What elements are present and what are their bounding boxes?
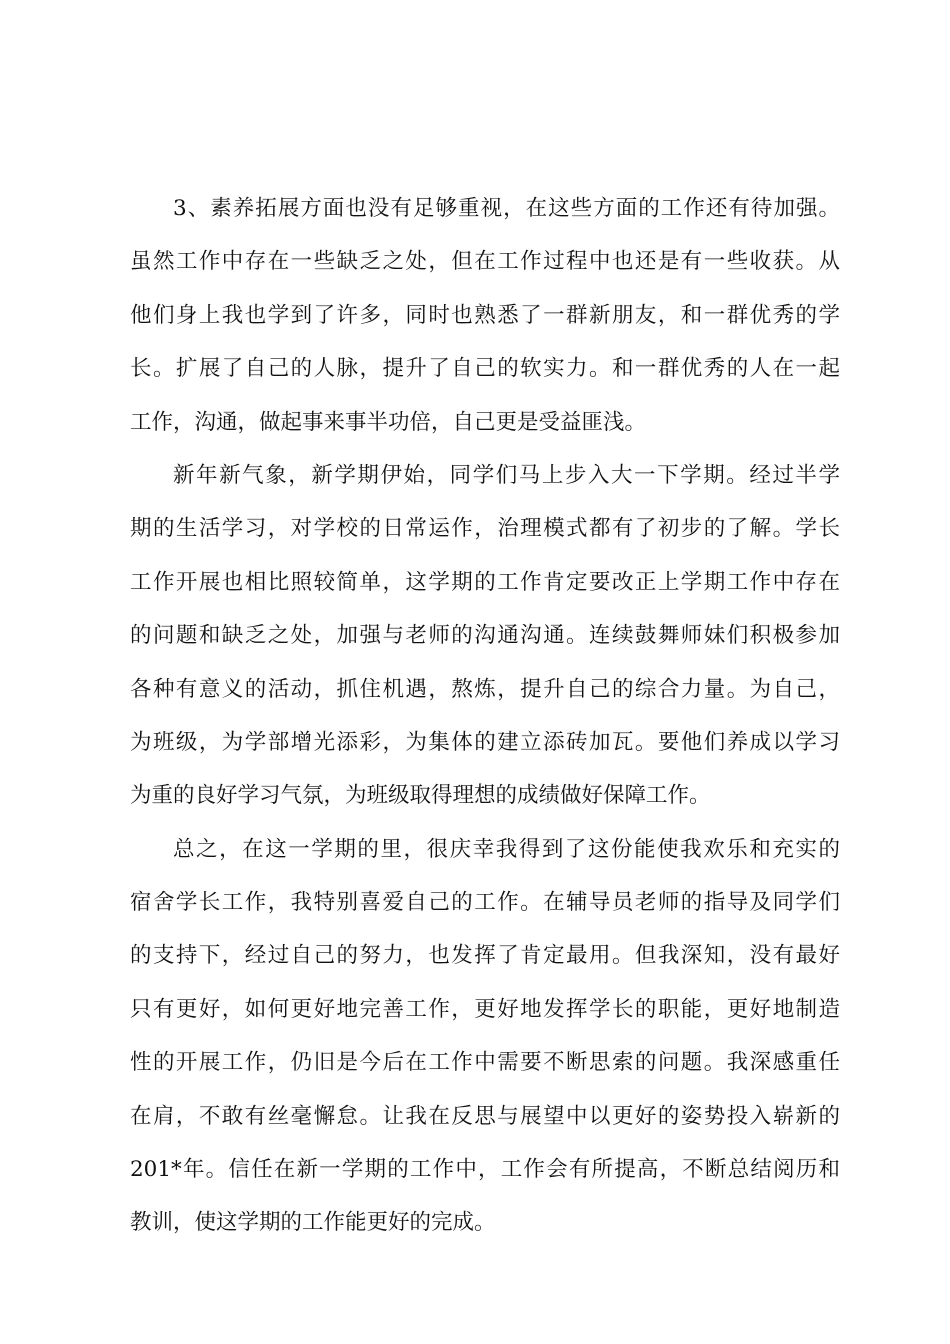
text-line: 为重的良好学习气氛，为班级取得理想的成绩做好保障工作。 <box>130 783 711 809</box>
text-line: 在肩，不敢有丝毫懈怠。让我在反思与展望中以更好的姿势投入崭新的 <box>130 1103 840 1129</box>
text-line: 各种有意义的活动，抓住机遇，熬炼，提升自己的综合力量。为自己， <box>130 676 840 702</box>
text-line: 201*年。信任在新一学期的工作中，工作会有所提高，不断总结阅历和 <box>130 1157 840 1183</box>
text-line: 工作开展也相比照较简单，这学期的工作肯定要改正上学期工作中存在 <box>130 569 840 595</box>
document-body <box>130 182 840 1250</box>
text-line: 宿舍学长工作，我特别喜爱自己的工作。在辅导员老师的指导及同学们 <box>130 890 840 916</box>
text-line: 为班级，为学部增光添彩，为集体的建立添砖加瓦。要他们养成以学习 <box>130 729 840 755</box>
paragraph-1 <box>130 182 840 449</box>
paragraph-2 <box>130 449 840 823</box>
text-line: 虽然工作中存在一些缺乏之处，但在工作过程中也还是有一些收获。从 <box>130 249 840 275</box>
text-line: 的问题和缺乏之处，加强与老师的沟通沟通。连续鼓舞师妹们积极参加 <box>130 623 840 649</box>
text-line: 新年新气象，新学期伊始，同学们马上步入大一下学期。经过半学 <box>173 462 840 488</box>
text-line: 他们身上我也学到了许多，同时也熟悉了一群新朋友，和一群优秀的学 <box>130 302 840 328</box>
text-line: 3、素养拓展方面也没有足够重视，在这些方面的工作还有待加强。 <box>173 196 840 221</box>
text-line: 教训，使这学期的工作能更好的完成。 <box>130 1210 496 1236</box>
text-line: 长。扩展了自己的人脉，提升了自己的软实力。和一群优秀的人在一起 <box>130 356 840 382</box>
text-line: 性的开展工作，仍旧是今后在工作中需要不断思索的问题。我深感重任 <box>130 1050 840 1076</box>
text-line: 的支持下，经过自己的努力，也发挥了肯定最用。但我深知，没有最好 <box>130 943 840 969</box>
text-line: 工作，沟通，做起事来事半功倍，自己更是受益匪浅。 <box>130 409 647 435</box>
text-line: 期的生活学习，对学校的日常运作，治理模式都有了初步的了解。学长 <box>130 516 840 542</box>
text-line: 只有更好，如何更好地完善工作，更好地发挥学长的职能，更好地制造 <box>130 996 840 1022</box>
text-line: 总之，在这一学期的里，很庆幸我得到了这份能使我欢乐和充实的 <box>173 836 840 862</box>
paragraph-3 <box>130 823 840 1250</box>
